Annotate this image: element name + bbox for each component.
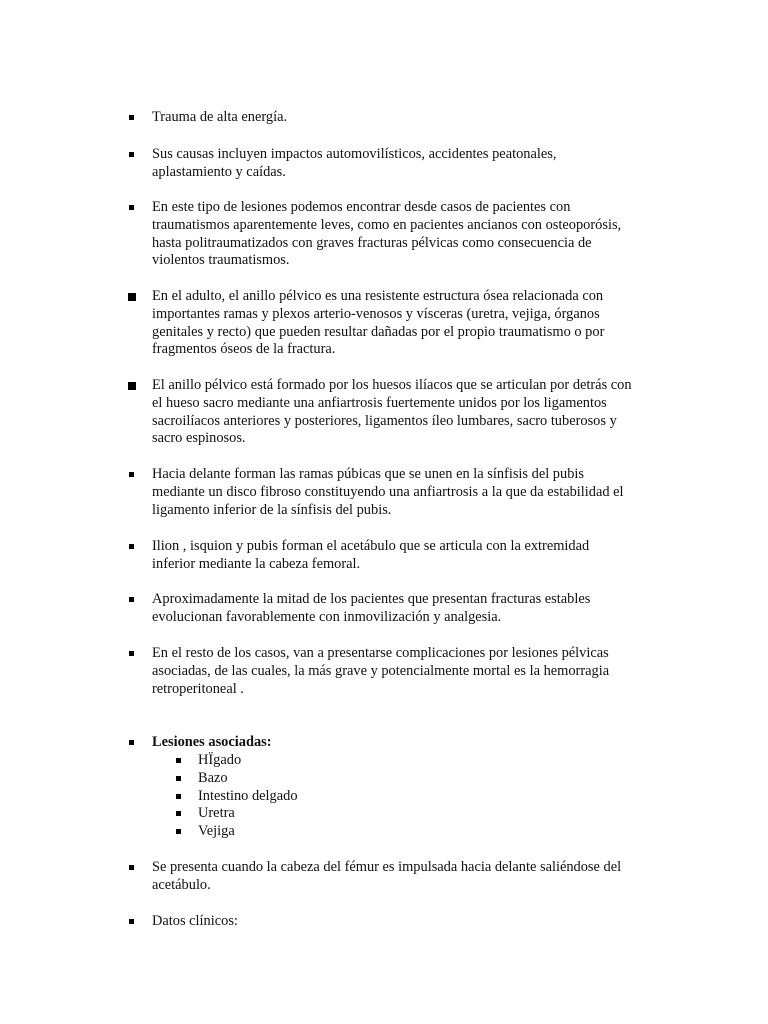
list-item-text: ligamento inferior de la sínfisis del pubis. bbox=[152, 501, 392, 518]
list-item-text: importantes ramas y plexos arterio-venosos y vísceras (uretra, vejiga, órganos bbox=[152, 305, 600, 322]
list-item-text: el hueso sacro mediante una anfiartrosis fuertemente unidos por los ligamentos bbox=[152, 394, 607, 411]
bullet-square-icon bbox=[129, 865, 134, 870]
list-item-text: asociadas, de las cuales, la más grave y potencialmente mortal es la hemorragia bbox=[152, 662, 610, 679]
bullet-square-icon bbox=[129, 115, 134, 120]
list-item-text: El anillo pélvico está formado por los huesos ilíacos que se articulan por detrás con bbox=[152, 377, 632, 393]
bullet-square-icon bbox=[128, 382, 136, 390]
list-item-text: Ilion , isquion y pubis forman el acetábulo que se articula con la extremidad bbox=[152, 538, 590, 554]
list-item bbox=[152, 377, 672, 448]
list-item-text: Sus causas incluyen impactos automovilísticos, accidentes peatonales, bbox=[152, 146, 557, 162]
bullet-square-icon bbox=[176, 811, 181, 816]
list-item bbox=[152, 109, 672, 127]
list-item bbox=[152, 146, 672, 182]
section-heading: Lesiones asociadas: bbox=[152, 734, 272, 750]
bullet-square-icon bbox=[176, 829, 181, 834]
sublist-item bbox=[198, 752, 498, 770]
list-item-text: Aproximadamente la mitad de los pacientes que presentan fracturas estables bbox=[152, 591, 591, 607]
list-item bbox=[152, 913, 672, 931]
sublist-item-text: Vejiga bbox=[198, 823, 235, 839]
bullet-square-icon bbox=[128, 293, 136, 301]
bullet-square-icon bbox=[176, 776, 181, 781]
list-item-text: genitales y recto) que pueden resultar dañadas por el propio traumatismo o por bbox=[152, 323, 605, 340]
list-item-text: En este tipo de lesiones podemos encontrar desde casos de pacientes con bbox=[152, 199, 571, 215]
list-item-text: aplastamiento y caídas. bbox=[152, 163, 286, 180]
sublist-item bbox=[198, 788, 498, 806]
list-item-text: Datos clínicos: bbox=[152, 913, 238, 929]
bullet-square-icon bbox=[129, 205, 134, 210]
list-item-text: traumatismos aparentemente leves, como en pacientes ancianos con osteoporósis, bbox=[152, 216, 622, 233]
list-item-text: inferior mediante la cabeza femoral. bbox=[152, 555, 361, 572]
list-item-text: violentos traumatismos. bbox=[152, 252, 290, 269]
list-item-text: En el adulto, el anillo pélvico es una resistente estructura ósea relacionada con bbox=[152, 288, 604, 304]
list-item-text: En el resto de los casos, van a presentarse complicaciones por lesiones pélvicas bbox=[152, 645, 609, 661]
bullet-square-icon bbox=[129, 597, 134, 602]
list-item bbox=[152, 645, 672, 698]
list-item-text: sacro espinosos. bbox=[152, 430, 246, 447]
list-item bbox=[152, 538, 672, 574]
list-item bbox=[152, 199, 672, 270]
list-item-text: fragmentos óseos de la fractura. bbox=[152, 341, 336, 358]
bullet-square-icon bbox=[129, 152, 134, 157]
bullet-square-icon bbox=[176, 758, 181, 763]
list-item-text: Trauma de alta energía. bbox=[152, 109, 288, 125]
list-item-heading bbox=[152, 734, 672, 752]
sublist-item-text: Bazo bbox=[198, 770, 228, 786]
sublist-item-text: HÏgado bbox=[198, 752, 242, 768]
list-item bbox=[152, 859, 672, 895]
sublist-item-text: Uretra bbox=[198, 805, 235, 821]
bullet-square-icon bbox=[129, 919, 134, 924]
list-item-text: Se presenta cuando la cabeza del fémur es impulsada hacia delante saliéndose del bbox=[152, 859, 622, 875]
list-item-text: mediante un disco fibroso constituyendo una anfiartrosis a la que da estabilidad el bbox=[152, 483, 624, 500]
sublist-item bbox=[198, 823, 498, 841]
sublist-item-text: Intestino delgado bbox=[198, 788, 298, 804]
list-item-text: acetábulo. bbox=[152, 876, 211, 893]
list-item bbox=[152, 288, 672, 359]
bullet-square-icon bbox=[129, 544, 134, 549]
list-item bbox=[152, 591, 672, 627]
list-item-text: evolucionan favorablemente con inmovilización y analgesia. bbox=[152, 608, 502, 625]
list-item-text: Hacia delante forman las ramas púbicas que se unen en la sínfisis del pubis bbox=[152, 466, 584, 482]
list-item-text: hasta politraumatizados con graves fracturas pélvicas como consecuencia de bbox=[152, 234, 592, 251]
sublist-item bbox=[198, 770, 498, 788]
bullet-square-icon bbox=[176, 794, 181, 799]
list-item-text: retroperitoneal . bbox=[152, 680, 244, 697]
list-item bbox=[152, 466, 672, 519]
bullet-square-icon bbox=[129, 740, 134, 745]
list-item-text: sacroilíacos anteriores y posteriores, ligamentos íleo lumbares, sacro tuberosos y bbox=[152, 412, 617, 429]
bullet-square-icon bbox=[129, 651, 134, 656]
sublist-item bbox=[198, 805, 498, 823]
bullet-square-icon bbox=[129, 472, 134, 477]
